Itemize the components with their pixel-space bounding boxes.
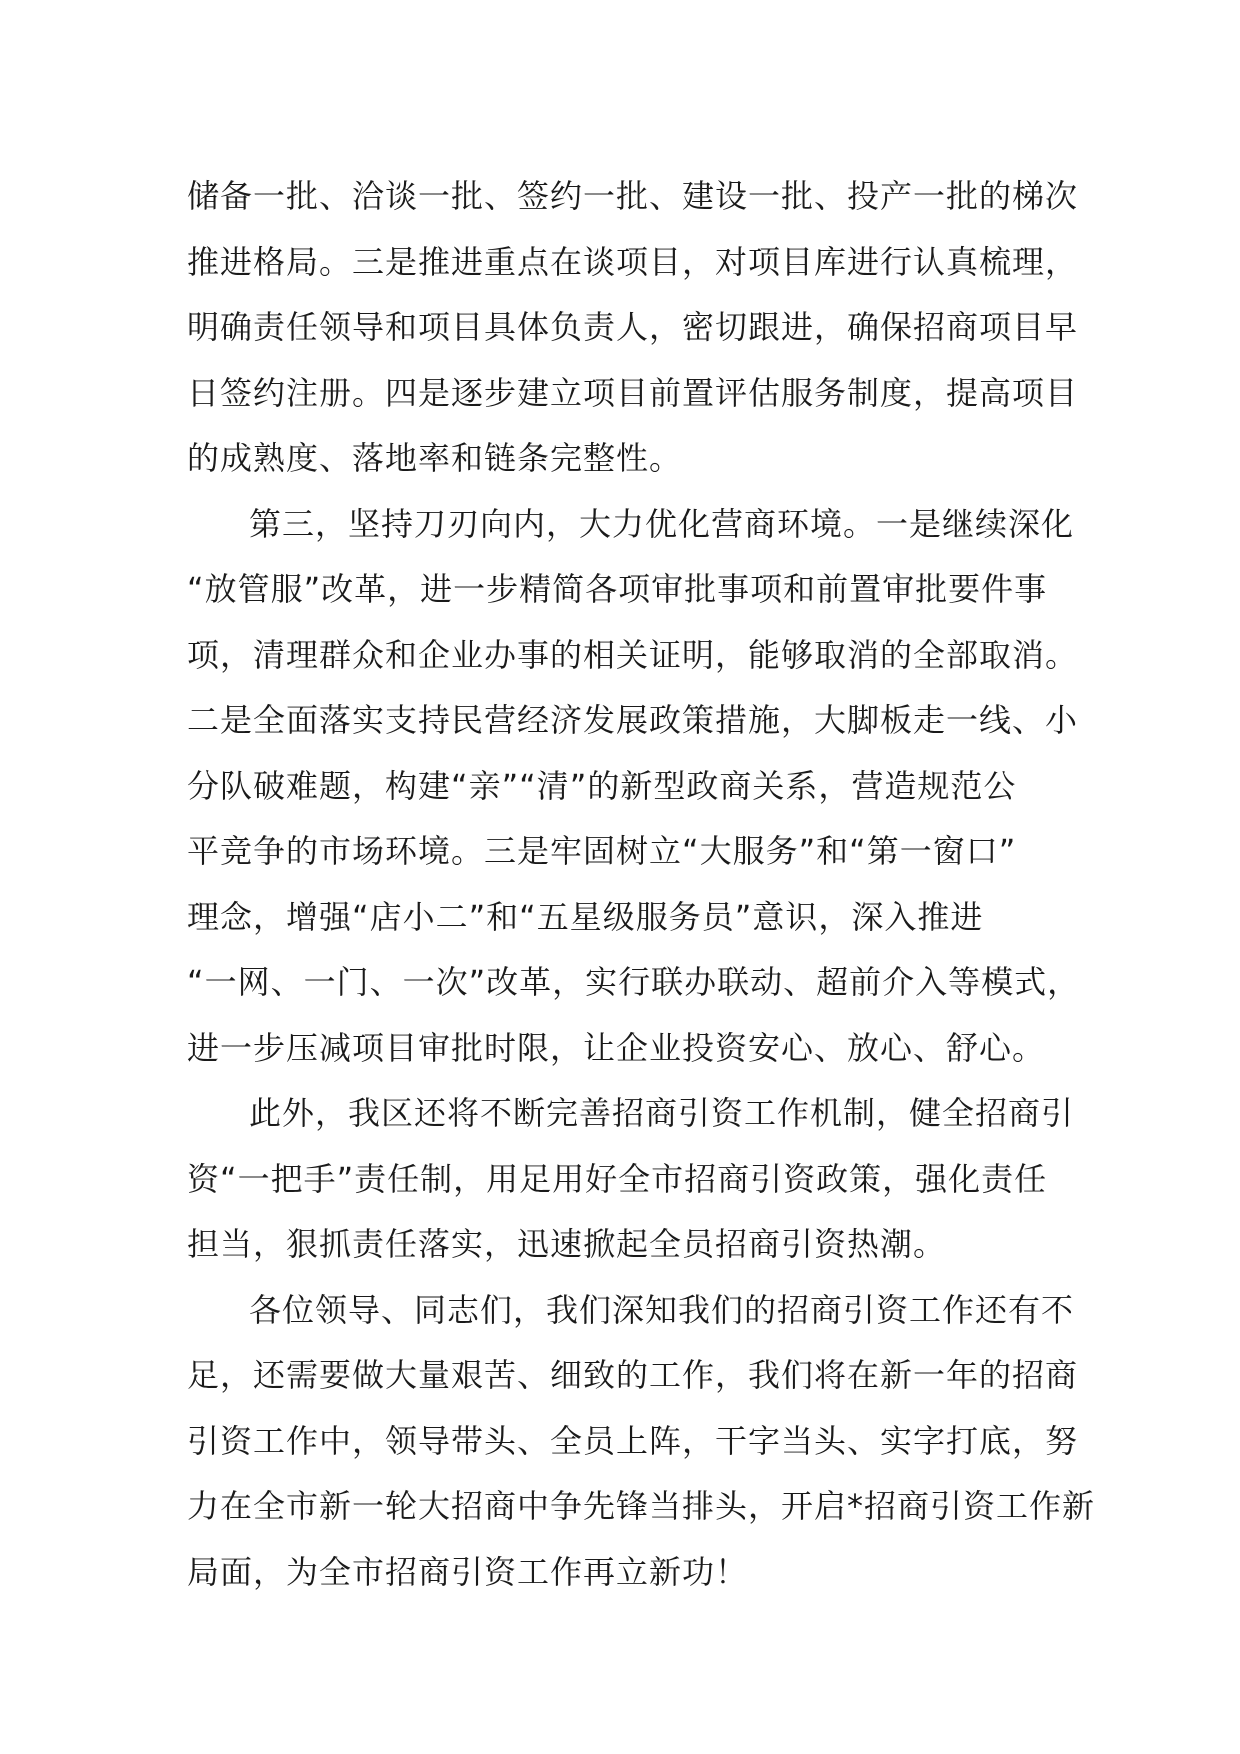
paragraph-start-line: 各位领导、同志们，我们深知我们的招商引资工作还有不 (249, 1290, 1075, 1329)
text-line: 足，还需要做大量艰苦、细致的工作，我们将在新一年的招商 (187, 1356, 1079, 1394)
text-line: 平竞争的市场环境。三是牢固树立“大服务”和“第一窗口” (187, 832, 1017, 870)
text-line: 理念，增强“店小二”和“五星级服务员”意识，深入推进 (187, 897, 984, 936)
text-line: 资“一把手”责任制，用足用好全市招商引资政策，强化责任 (187, 1159, 1048, 1198)
text-line: 项，清理群众和企业办事的相关证明，能够取消的全部取消。 (187, 635, 1079, 674)
text-line: 日签约注册。四是逐步建立项目前置评估服务制度，提高项目 (187, 373, 1079, 412)
text-line: “一网、一门、一次”改革，实行联办联动、超前介入等模式， (187, 963, 1081, 1001)
paragraph-start-line: 此外，我区还将不断完善招商引资工作机制，健全招商引 (249, 1094, 1075, 1132)
text-line: 的成熟度、落地率和链条完整性。 (187, 439, 683, 477)
text-line: 二是全面落实支持民营经济发展政策措施，大脚板走一线、小 (187, 701, 1079, 739)
text-line: 局面，为全市招商引资工作再立新功！ (187, 1552, 749, 1591)
text-line: 储备一批、洽谈一批、签约一批、建设一批、投产一批的梯次 (187, 177, 1079, 215)
text-line: 分队破难题，构建“亲”“清”的新型政商关系，营造规范公 (187, 766, 1017, 805)
paragraph-start-line: 第三，坚持刀刃向内，大力优化营商环境。一是继续深化 (249, 504, 1075, 543)
text-line: 推进格局。三是推进重点在谈项目，对项目库进行认真梳理， (187, 242, 1079, 281)
text-line: 明确责任领导和项目具体负责人，密切跟进，确保招商项目早 (187, 308, 1079, 346)
text-line: 进一步压减项目审批时限，让企业投资安心、放心、舒心。 (187, 1028, 1046, 1067)
text-line: 担当，狠抓责任落实，迅速掀起全员招商引资热潮。 (187, 1225, 947, 1263)
text-line: “放管服”改革，进一步精简各项审批事项和前置审批要件事 (187, 570, 1048, 608)
document-body (187, 164, 1096, 1605)
text-line: 引资工作中，领导带头、全员上阵，干字当头、实字打底，努 (187, 1421, 1079, 1460)
text-line: 力在全市新一轮大招商中争先锋当排头，开启*招商引资工作新 (187, 1487, 1096, 1525)
